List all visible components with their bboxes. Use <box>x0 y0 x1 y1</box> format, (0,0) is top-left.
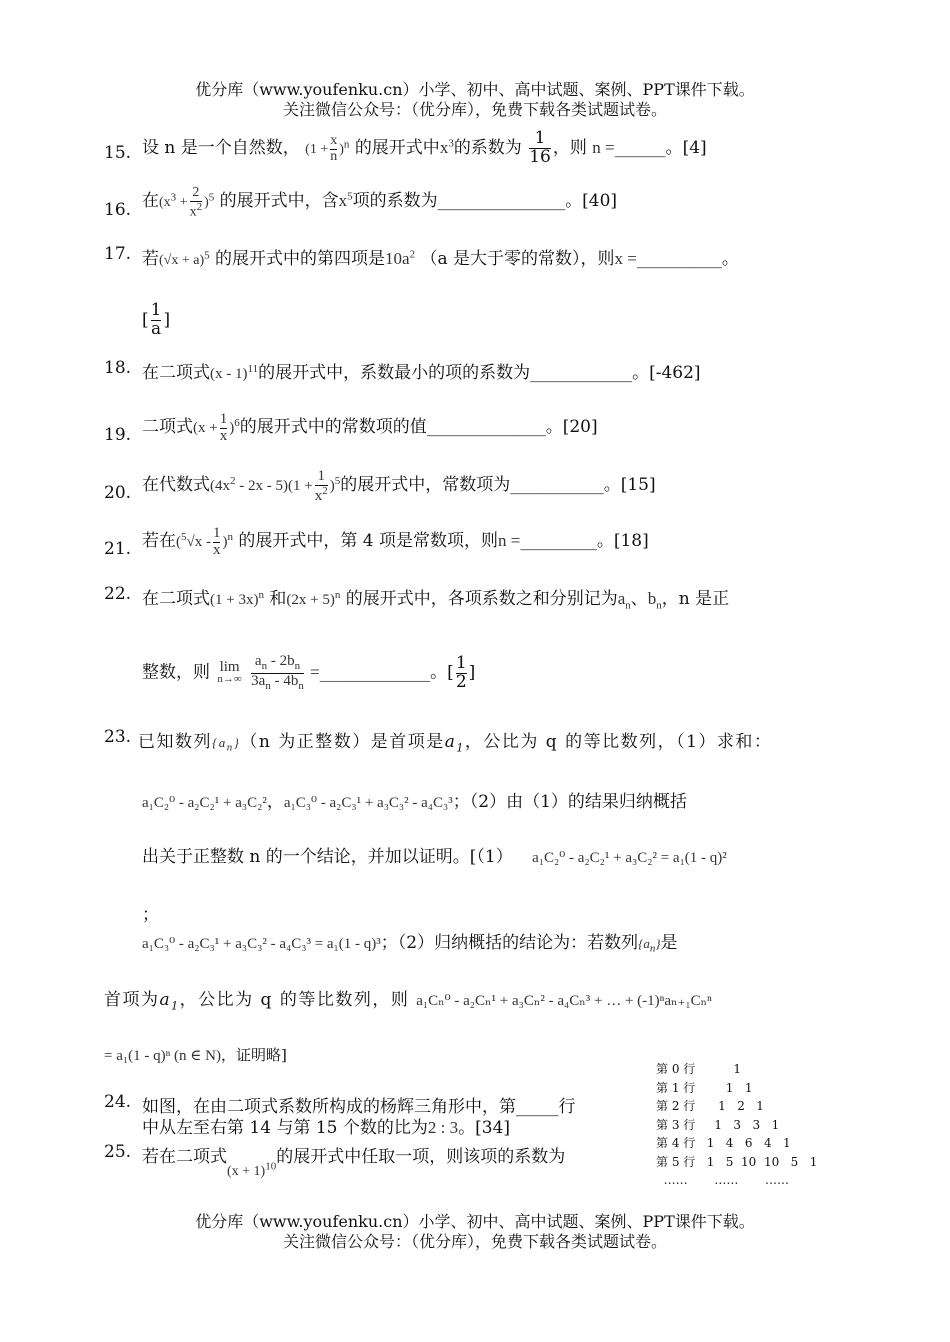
header-line-2: 关注微信公众号：（优分库），免费下载各类试题试卷。 <box>282 100 667 119</box>
q23-line-4: ； <box>142 905 159 925</box>
triangle-row: 第 2 行 1 2 1 <box>656 1099 764 1113</box>
triangle-row: …… …… …… <box>656 1173 790 1187</box>
q17-answer: [ $\frac{1}{a}$ ] <box>142 300 171 339</box>
triangle-row: 第 5 行 1 5 10 10 5 1 <box>656 1154 818 1169</box>
q16-text: 在($x^3$ + $\frac{2}{x^2}$ )$^5$ 的展开式中，含$x^5$项的系数为_______________。[40] <box>142 185 618 220</box>
q23-line-2: a₁C₂⁰ - a₂C₂¹ + a₃C₂²，a₁C₃⁰ - a₂C₃¹ + a₃C₃² - a₄C₃³；（2）由（1）的结果归纳概括 <box>142 792 687 812</box>
q21-number: 21. <box>104 539 132 559</box>
q25-number: 25. <box>104 1142 132 1162</box>
q23-line-5: a₁C₃⁰ - a₂C₃¹ + a₃C₃² - a₄C₃³ = a₁(1 - q)³；（2）归纳概括的结论为：若数列$\{a_n\}$是 <box>142 933 678 955</box>
q21-text: 若在($^5$√x - $\frac{1}{x}$ )$^n$ 的展开式中，第 4 项是常数项，则n =_________。[18] <box>142 525 649 559</box>
q22-number: 22. <box>104 584 132 604</box>
triangle-row: 第 1 行 1 1 <box>656 1080 753 1095</box>
yanghui-triangle <box>656 1060 817 1190</box>
q19-text: 二项式(x + $\frac{1}{x}$ )$^6$的展开式中的常数项的值______________。[20] <box>142 411 598 445</box>
triangle-row: 第 4 行 1 4 6 4 1 <box>656 1136 791 1150</box>
q23-line-3: 出关于正整数 n 的一个结论，并加以证明。[（1） a₁C₂⁰ - a₂C₂¹ + a₃C₂² = a₁(1 - q)² <box>142 847 727 867</box>
header-line-1: 优分库（www.youfenku.cn）小学、初中、高中试题、案例、PPT课件下载。 <box>195 80 755 99</box>
q20-number: 20. <box>104 483 132 503</box>
q15-text: 设 n 是一个自然数， (1 + $\frac{x}{n}$ )$^n$ 的展开式中$x^3$的系数为 $\frac{1}{16}$ ，则 n =______。[4] <box>142 128 707 167</box>
triangle-row: 第 3 行 1 3 3 1 <box>656 1117 780 1132</box>
footer-line-1: 优分库（www.youfenku.cn）小学、初中、高中试题、案例、PPT课件下载。 <box>195 1212 755 1231</box>
q19-number: 19. <box>104 425 132 445</box>
q25-text: 若在二项式$_{(x + 1)^{10}}$的展开式中任取一项，则该项的系数为 <box>142 1147 566 1179</box>
q22-text-2: 整数，则 lim n→∞ $\frac{a_n - 2b_n}{3a_n - 4b_n}$ =_____________。[ $\frac{1}{2}$ ] <box>142 652 476 692</box>
q17-number: 17. <box>104 244 132 264</box>
footer-line-2: 关注微信公众号：（优分库），免费下载各类试题试卷。 <box>282 1232 667 1251</box>
q23-line-1: 已知数列$\{a_n\}(n$ 为正整数）是首项是$a_1$，公比为 q 的等比数列，（1）求和： <box>138 732 773 755</box>
q16-number: 16. <box>104 200 132 220</box>
q23-line-6: 首项为$a_1$，公比为 q 的等比数列，则 a₁Cₙ⁰ - a₂Cₙ¹ + a₃Cₙ² - a₄Cₙ³ + … + (-1)ⁿaₙ₊₁Cₙⁿ <box>104 990 712 1013</box>
q20-text: 在代数式$(4x^2 - 2x - 5)(1$ + $\frac{1}{x^2}$ )$^5$的展开式中，常数项为___________。[15] <box>142 468 656 504</box>
q18-number: 18. <box>104 358 132 378</box>
q18-text: 在二项式(x - 1)$^{11}$的展开式中，系数最小的项的系数为____________。[-462] <box>142 363 701 383</box>
q24-text: 如图，在由二项式系数所构成的杨辉三角形中，第_____行 <box>142 1097 576 1117</box>
triangle-row: 第 0 行 1 <box>656 1062 742 1076</box>
q23-number: 23. <box>104 727 132 747</box>
q24-number: 24. <box>104 1092 132 1112</box>
q23-line-7: = a₁(1 - q)ⁿ (n ∈ N)，证明略] <box>104 1046 287 1064</box>
q15-number: 15. <box>104 143 132 163</box>
q17-text: 若$(√x + a)^5$ 的展开式中的第四项是$10a^2$ （a 是大于零的常数），则x =__________。 <box>142 248 739 269</box>
q22-text: 在二项式$(1 + 3x)^n$ 和$(2x + 5)^n$ 的展开式中，各项系数之和分别记为$a_n$、$b_n$，n 是正 <box>142 589 730 612</box>
q24-text-2: 中从左至右第 14 与第 15 个数的比为2 : 3。[34] <box>142 1118 511 1138</box>
